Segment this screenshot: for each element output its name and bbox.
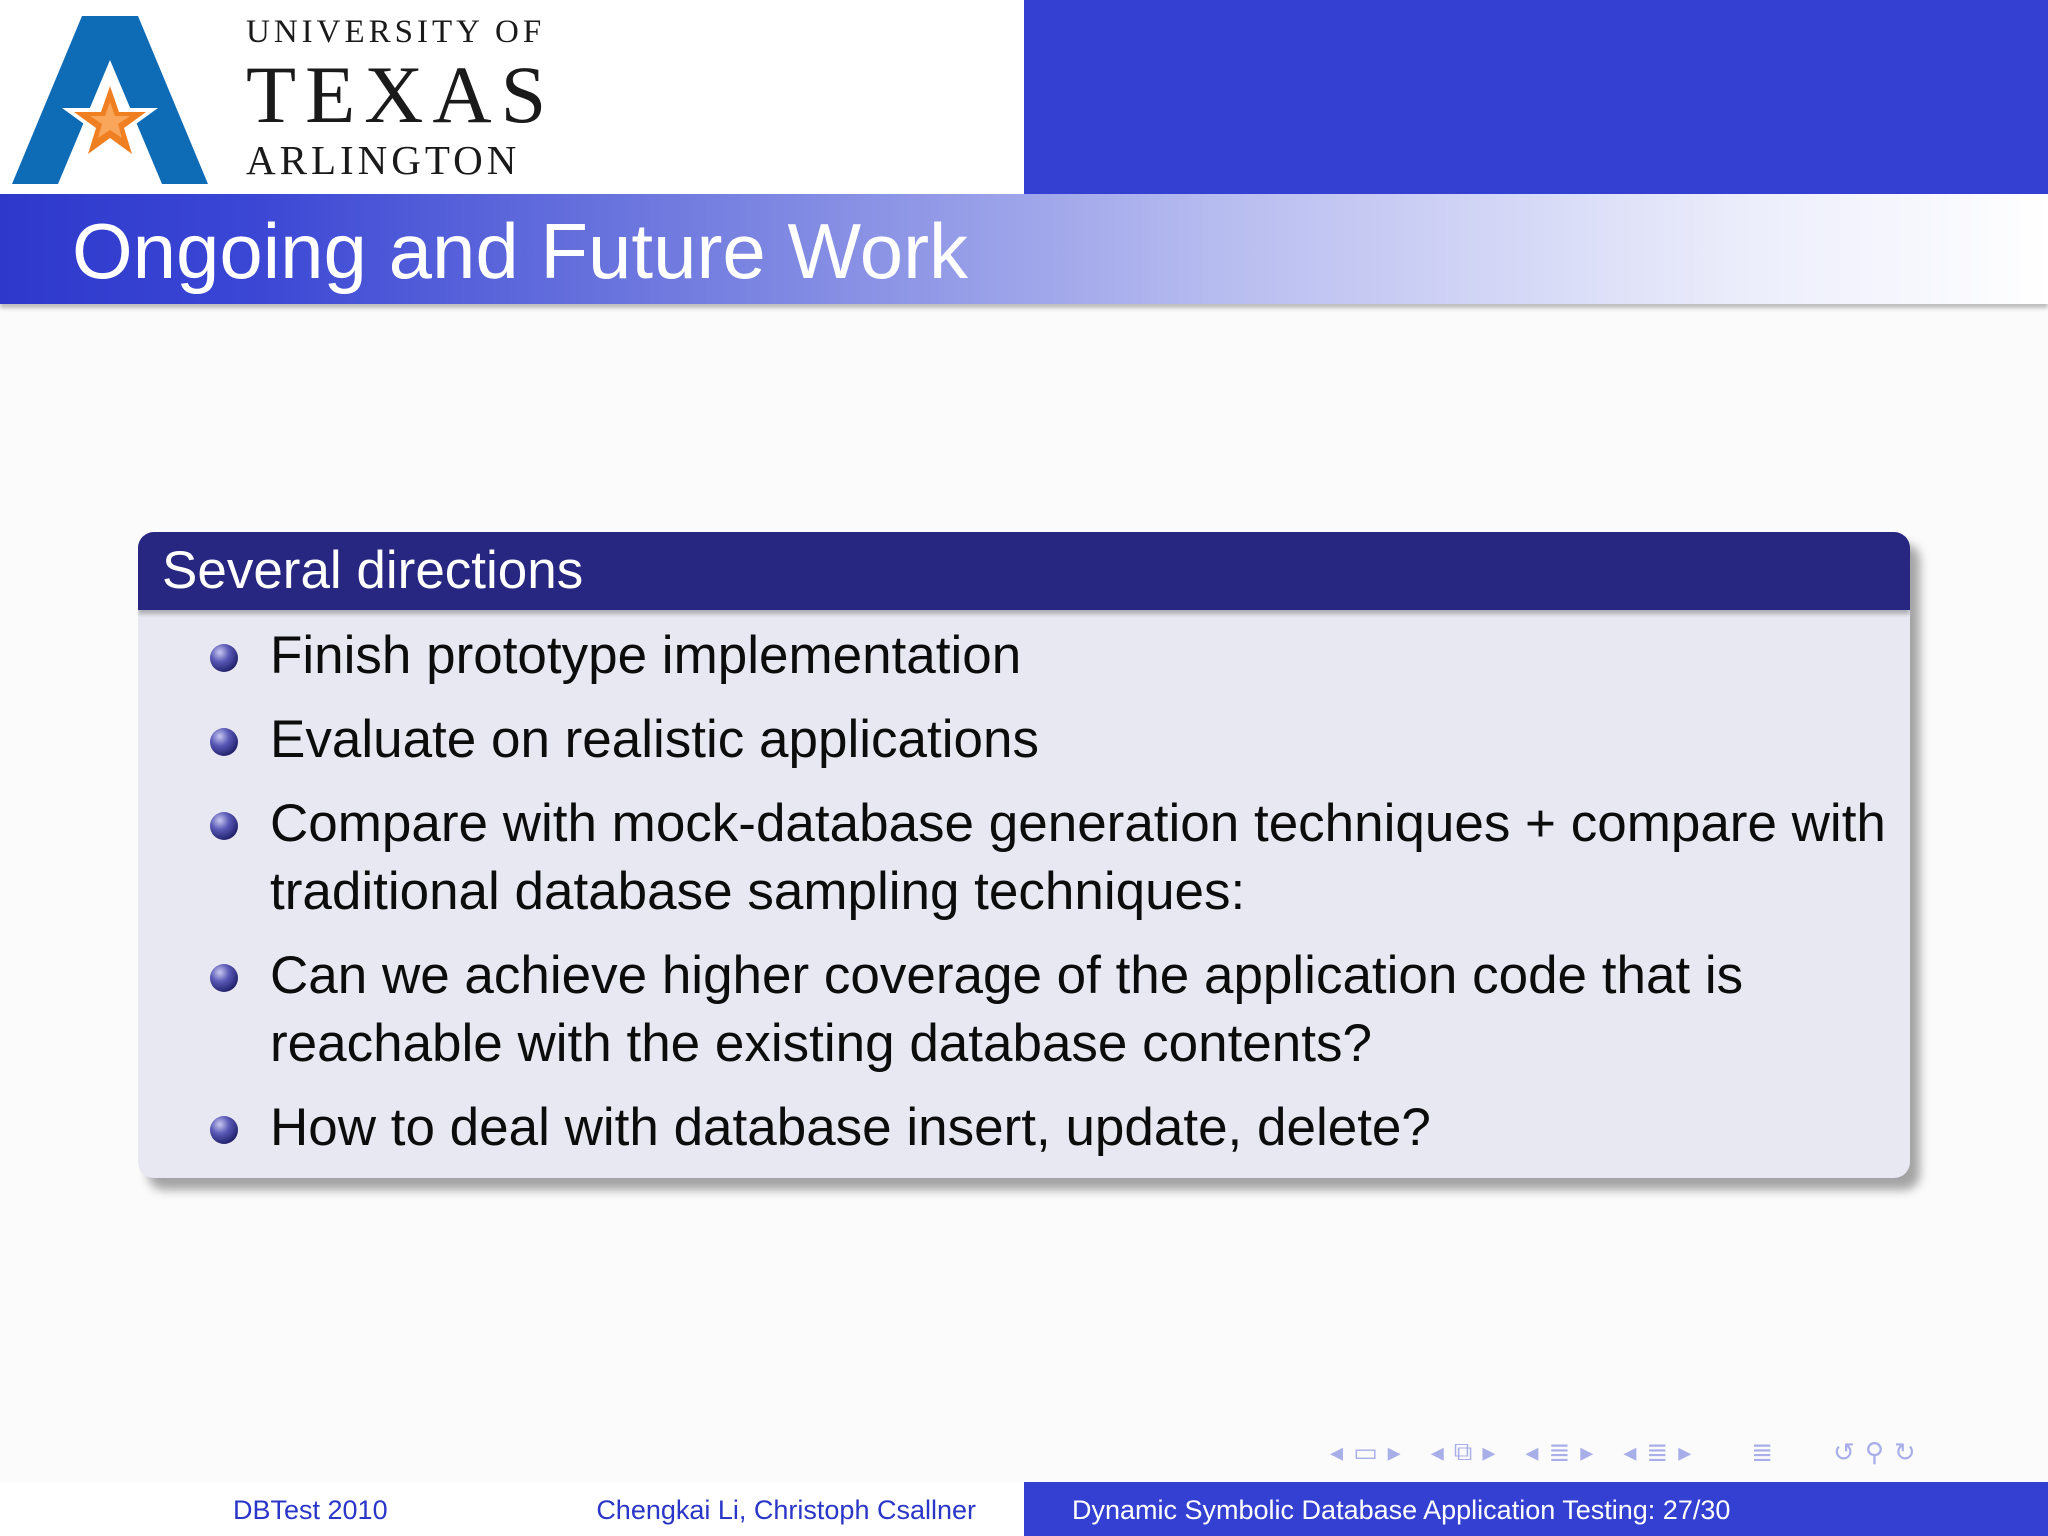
block-title: Several directions <box>138 532 1910 610</box>
first-frame-icon[interactable]: ◂ <box>1330 1436 1344 1467</box>
list-item <box>210 942 1910 1078</box>
subsection-icon[interactable]: ≣ <box>1548 1436 1571 1467</box>
footer-conference: DBTest 2010 <box>233 1495 388 1525</box>
list-item-text: Finish prototype implementation <box>270 626 1022 685</box>
next-frame-icon[interactable]: ▸ <box>1387 1436 1401 1467</box>
next-section-icon[interactable]: ▸ <box>1678 1436 1692 1467</box>
list-item <box>210 622 1910 690</box>
prev-subsection-icon[interactable]: ◂ <box>1525 1436 1539 1467</box>
list-item-text: Evaluate on realistic applications <box>270 710 1039 769</box>
block-body <box>138 610 1910 1162</box>
next-subsection-icon[interactable]: ▸ <box>1580 1436 1594 1467</box>
frame-title-bar <box>0 194 2048 304</box>
content-block <box>138 532 1910 1178</box>
slide-icon[interactable]: ⧉ <box>1453 1436 1473 1466</box>
university-line1: UNIVERSITY OF <box>246 14 546 50</box>
beamer-navigation-controls <box>1330 1435 2030 1469</box>
university-line3: ARLINGTON <box>246 137 521 183</box>
bullet-icon <box>210 644 238 672</box>
outline-icon[interactable]: ≣ <box>1751 1436 1774 1467</box>
university-wordmark <box>246 10 556 184</box>
university-line2: TEXAS <box>246 49 556 140</box>
bullet-icon <box>210 812 238 840</box>
back-icon[interactable]: ↺ <box>1833 1436 1855 1467</box>
bullet-icon <box>210 964 238 992</box>
list-item <box>210 706 1910 774</box>
search-icon[interactable]: ⚲ <box>1864 1436 1884 1467</box>
forward-icon[interactable]: ↻ <box>1893 1436 1916 1467</box>
header-left-panel <box>0 0 1024 194</box>
prev-slide-icon[interactable]: ◂ <box>1430 1436 1444 1467</box>
section-icon[interactable]: ≣ <box>1646 1436 1669 1467</box>
list-item-text: Can we achieve higher coverage of the application code that is reachable with the existing database contents? <box>270 946 1744 1073</box>
list-item-text: How to deal with database insert, update, delete? <box>270 1098 1431 1157</box>
frame-icon[interactable]: ▭ <box>1353 1436 1378 1467</box>
next-slide-icon[interactable]: ▸ <box>1482 1436 1496 1467</box>
bullet-icon <box>210 728 238 756</box>
list-item <box>210 1094 1910 1162</box>
list-item-text: Compare with mock-database generation techniques + compare with traditional database sampling techniques: <box>270 794 1886 921</box>
footer-talk-title: Dynamic Symbolic Database Application Testing: 27/30 <box>1072 1495 1731 1525</box>
header-right-panel <box>1024 0 2048 194</box>
list-item <box>210 790 1910 926</box>
university-logo-icon <box>12 16 208 184</box>
page-title: Ongoing and Future Work <box>72 207 969 295</box>
footer-authors: Chengkai Li, Christoph Csallner <box>596 1495 976 1525</box>
prev-section-icon[interactable]: ◂ <box>1623 1436 1637 1467</box>
bullet-icon <box>210 1116 238 1144</box>
